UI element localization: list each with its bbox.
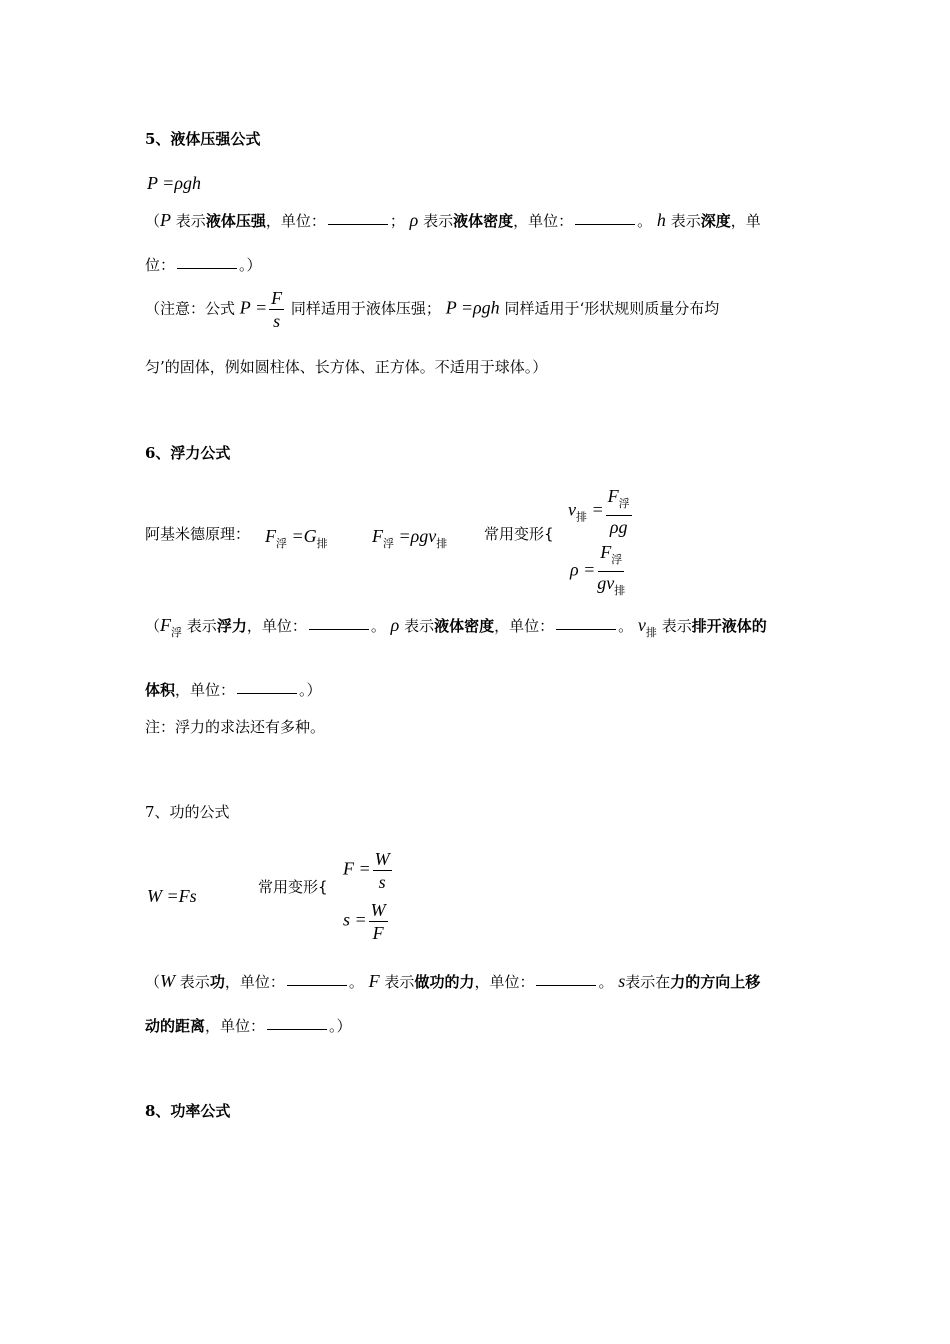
symbol-v: v xyxy=(637,615,646,635)
term-liquid-pressure: 液体压强 xyxy=(205,212,266,230)
text: 表示 xyxy=(670,212,701,230)
text: 表示 xyxy=(186,617,217,635)
symbol-f: F xyxy=(368,971,380,991)
term-work: 功 xyxy=(209,973,225,991)
numerator: W xyxy=(370,900,386,920)
brace-icon: { xyxy=(318,878,328,896)
paren: （ xyxy=(145,212,161,230)
numerator: W xyxy=(374,849,390,869)
rho-g-v: =ρgv xyxy=(398,526,437,546)
subscript: 排 xyxy=(614,584,626,597)
text: 表示在 xyxy=(625,973,671,991)
archimedes-label: 阿基米德原理： xyxy=(145,525,251,543)
subscript: 浮 xyxy=(611,553,623,566)
formula-lhs: ρ = xyxy=(570,559,596,580)
text: ； xyxy=(389,212,405,230)
buoyancy-definition-line2 xyxy=(145,679,322,700)
numerator: F xyxy=(271,288,283,308)
symbol-w: W xyxy=(160,971,176,991)
text: 。 xyxy=(637,212,653,230)
text: （注意：公式 xyxy=(145,299,236,318)
formula-rho-g-h: P =ρgh xyxy=(445,297,500,318)
symbol-rho: ρ xyxy=(409,210,419,230)
archimedes-formula-1 xyxy=(265,526,328,551)
section-8-heading: 8、功率公式 xyxy=(145,1102,231,1120)
subscript: 浮 xyxy=(383,537,394,550)
text: 同样适用于‘形状规则质量分布均 xyxy=(504,299,720,318)
answer-blank[interactable] xyxy=(177,267,237,269)
text: 。 xyxy=(598,973,614,991)
variant-force xyxy=(343,849,394,892)
answer-blank[interactable] xyxy=(287,984,347,986)
denominator: s xyxy=(378,872,386,892)
denominator: F xyxy=(372,923,384,943)
variant-rho xyxy=(570,542,627,601)
term-buoyancy: 浮力 xyxy=(216,617,247,635)
pressure-note-line1 xyxy=(145,288,719,331)
work-definition-line2 xyxy=(145,1015,352,1036)
fraction-w-over-s xyxy=(373,849,392,892)
denominator: gv xyxy=(597,573,615,593)
subscript: 排 xyxy=(316,537,328,550)
denominator: s xyxy=(273,311,281,331)
answer-blank[interactable] xyxy=(328,223,388,225)
text: 表示 xyxy=(175,212,206,230)
text: ，单 xyxy=(730,212,761,230)
text: 。） xyxy=(299,681,322,699)
answer-blank[interactable] xyxy=(267,1028,327,1030)
paren: （ xyxy=(145,617,161,635)
answer-blank[interactable] xyxy=(556,628,616,630)
answer-blank[interactable] xyxy=(237,692,297,694)
variant-v-displaced xyxy=(568,486,634,537)
text: ，单位： xyxy=(513,212,574,230)
formula-lhs: P = xyxy=(239,297,268,318)
term-distance: 力的方向上移 xyxy=(670,973,761,991)
text: 位： xyxy=(145,256,176,274)
term-force: 做功的力 xyxy=(414,973,475,991)
symbol-f: F xyxy=(265,526,276,546)
work-variants-label xyxy=(258,876,328,897)
pressure-definition-line1 xyxy=(145,210,761,231)
subscript: 浮 xyxy=(618,497,630,510)
pressure-formula: P =ρgh xyxy=(147,173,201,193)
buoyancy-definition-line1 xyxy=(145,615,767,640)
text: ，单位： xyxy=(265,212,326,230)
symbol-f: F xyxy=(372,526,383,546)
formula-lhs: s = xyxy=(343,909,367,930)
text: 表示 xyxy=(404,617,435,635)
symbol-rho: ρ xyxy=(390,615,400,635)
denominator: ρg xyxy=(609,517,628,537)
numerator: F xyxy=(607,486,619,506)
symbol-g: G xyxy=(303,526,317,546)
answer-blank[interactable] xyxy=(309,628,369,630)
text: ，单位： xyxy=(494,617,555,635)
text: 表示 xyxy=(179,973,210,991)
work-definition-line1 xyxy=(145,971,760,992)
buoyancy-note: 注：浮力的求法还有多种。 xyxy=(145,718,326,736)
text: 。 xyxy=(618,617,634,635)
subscript: 浮 xyxy=(276,537,287,550)
text: ，单位： xyxy=(175,681,236,699)
equals: = xyxy=(291,526,304,546)
answer-blank[interactable] xyxy=(536,984,596,986)
term-volume: 体积 xyxy=(145,681,176,699)
pressure-definition-line2 xyxy=(145,254,262,275)
text: ，单位： xyxy=(224,973,285,991)
work-formula: W =Fs xyxy=(147,886,197,906)
term-liquid-density: 液体密度 xyxy=(434,617,495,635)
symbol-s: s xyxy=(618,971,626,991)
subscript: 排 xyxy=(436,537,448,550)
text: 。） xyxy=(329,1017,352,1035)
text: 常用变形 xyxy=(484,525,545,543)
text: 。 xyxy=(348,973,364,991)
section-6-heading: 6、浮力公式 xyxy=(145,444,231,462)
subscript: 浮 xyxy=(171,626,183,639)
text: 。 xyxy=(370,617,386,635)
formula-lhs: F = xyxy=(343,858,371,879)
numerator: F xyxy=(600,542,612,562)
term-liquid-density: 液体密度 xyxy=(453,212,514,230)
section-5-heading: 5、液体压强公式 xyxy=(145,130,261,148)
subscript: 排 xyxy=(645,626,657,639)
symbol-p: P xyxy=(160,210,172,230)
symbol-v: v xyxy=(568,499,576,520)
archimedes-formula-2 xyxy=(372,526,447,551)
term-displaced-volume: 排开液体的 xyxy=(691,617,767,635)
text: 。） xyxy=(239,256,262,274)
text: 表示 xyxy=(384,973,415,991)
subscript: 排 xyxy=(576,510,587,524)
text: 表示 xyxy=(661,617,692,635)
fraction-f-over-g-v xyxy=(597,542,625,601)
paren: （ xyxy=(145,973,161,991)
fraction-f-over-s xyxy=(269,288,284,331)
fraction-w-over-f xyxy=(369,900,388,943)
term-distance-cont: 动的距离 xyxy=(145,1017,206,1035)
text: ，单位： xyxy=(205,1017,266,1035)
text: ，单位： xyxy=(474,973,535,991)
variant-distance xyxy=(343,900,390,943)
text: ，单位： xyxy=(246,617,307,635)
pressure-note-line2: 匀’的固体，例如圆柱体、长方体、正方体。不适用于球体。） xyxy=(145,358,548,376)
brace-icon: { xyxy=(544,525,554,543)
buoyancy-variants-label xyxy=(484,523,554,544)
text: 常用变形 xyxy=(258,878,319,896)
text: 表示 xyxy=(423,212,454,230)
fraction-f-over-rho-g xyxy=(606,486,632,537)
section-7-heading: 7、功的公式 xyxy=(145,803,230,821)
answer-blank[interactable] xyxy=(575,223,635,225)
text: 同样适用于液体压强； xyxy=(290,299,441,318)
equals: = xyxy=(591,499,604,520)
symbol-h: h xyxy=(656,210,666,230)
symbol-f: F xyxy=(160,615,172,635)
term-depth: 深度 xyxy=(700,212,731,230)
